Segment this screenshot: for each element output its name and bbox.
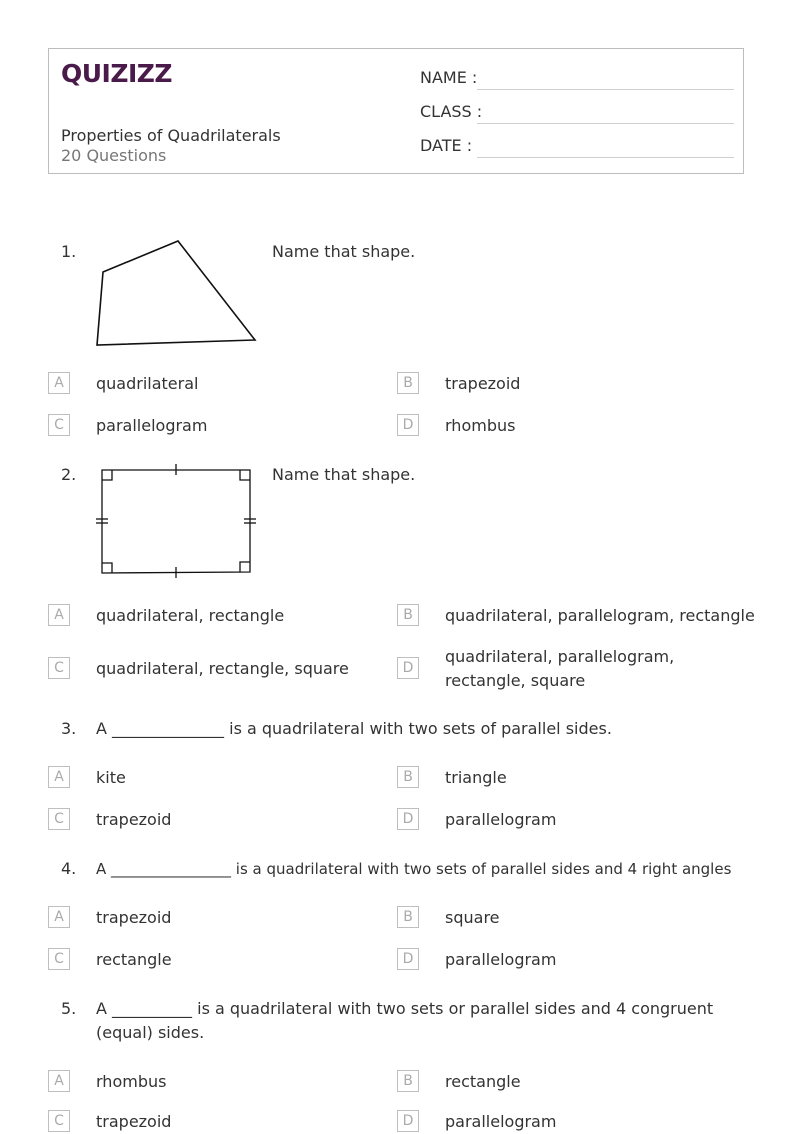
option-text: parallelogram	[445, 810, 557, 829]
right-angle-mark	[240, 470, 250, 480]
name-line[interactable]	[477, 89, 734, 90]
worksheet-title: Properties of Quadrilaterals	[61, 126, 281, 145]
right-angle-mark	[240, 562, 250, 572]
rectangle-outline	[102, 470, 250, 573]
option-text: triangle	[445, 768, 507, 787]
question-text: A ________________ is a quadrilateral with two sets of parallel sides and 4 right angles	[96, 860, 732, 878]
irregular-quadrilateral-image	[94, 238, 258, 348]
option-letter-box: B	[397, 766, 419, 788]
option-letter-box: B	[397, 906, 419, 928]
option-letter-box: C	[48, 948, 70, 970]
option-text: quadrilateral, parallelogram, rectangle	[445, 606, 755, 625]
right-angle-mark	[102, 470, 112, 480]
option-text: quadrilateral, rectangle	[96, 606, 285, 625]
option-text: rectangle	[445, 1072, 521, 1091]
option-letter-box: A	[48, 906, 70, 928]
option-text: trapezoid	[445, 374, 521, 393]
option-letter-box: D	[397, 948, 419, 970]
class-line[interactable]	[477, 123, 734, 124]
date-line[interactable]	[477, 157, 734, 158]
option-letter-box: D	[397, 657, 419, 679]
question-text: Name that shape.	[272, 242, 416, 261]
question-number: 3.	[61, 719, 77, 738]
option-text: quadrilateral, parallelogram, rectangle, square	[445, 647, 675, 690]
option-text: kite	[96, 768, 126, 787]
option-letter-box: D	[397, 414, 419, 436]
option-letter-box: D	[397, 1110, 419, 1132]
option-letter-box: C	[48, 414, 70, 436]
option-text: quadrilateral, rectangle, square	[96, 659, 349, 678]
option-text: quadrilateral	[96, 374, 199, 393]
option-text: trapezoid	[96, 908, 172, 927]
question-count: 20 Questions	[61, 146, 167, 165]
option-text: rhombus	[96, 1072, 167, 1091]
name-field[interactable]	[420, 68, 734, 90]
name-label: NAME :	[420, 68, 478, 87]
option-letter-box: A	[48, 1070, 70, 1092]
quizizz-logo: QUIZIZZ	[61, 59, 173, 88]
question-number: 4.	[61, 859, 77, 878]
worksheet-header	[48, 48, 744, 174]
option-text: trapezoid	[96, 810, 172, 829]
option-text: parallelogram	[96, 416, 208, 435]
option-letter-box: C	[48, 1110, 70, 1132]
date-field[interactable]	[420, 136, 734, 158]
option-letter-box: B	[397, 1070, 419, 1092]
class-field[interactable]	[420, 102, 734, 124]
question-number: 5.	[61, 999, 77, 1018]
option-text: parallelogram	[445, 1112, 557, 1131]
option-text: trapezoid	[96, 1112, 172, 1131]
question-number: 1.	[61, 242, 77, 261]
option-text: square	[445, 908, 500, 927]
option-letter-box: C	[48, 808, 70, 830]
option-letter-box: A	[48, 372, 70, 394]
question-text: A ______________ is a quadrilateral with two sets of parallel sides.	[96, 719, 612, 738]
quadrilateral-outline	[97, 241, 255, 345]
question-text: A __________ is a quadrilateral with two sets or parallel sides and 4 congruent (equal) sides.	[96, 999, 714, 1042]
date-label: DATE :	[420, 136, 473, 155]
option-text: parallelogram	[445, 950, 557, 969]
option-letter-box: D	[397, 808, 419, 830]
option-text: rectangle	[96, 950, 172, 969]
right-angle-mark	[102, 563, 112, 573]
question-number: 2.	[61, 465, 77, 484]
option-letter-box: A	[48, 604, 70, 626]
question-text: Name that shape.	[272, 465, 416, 484]
option-text: rhombus	[445, 416, 516, 435]
option-letter-box: C	[48, 657, 70, 679]
option-letter-box: B	[397, 372, 419, 394]
rectangle-image	[94, 462, 258, 580]
class-label: CLASS :	[420, 102, 483, 121]
option-letter-box: A	[48, 766, 70, 788]
option-letter-box: B	[397, 604, 419, 626]
